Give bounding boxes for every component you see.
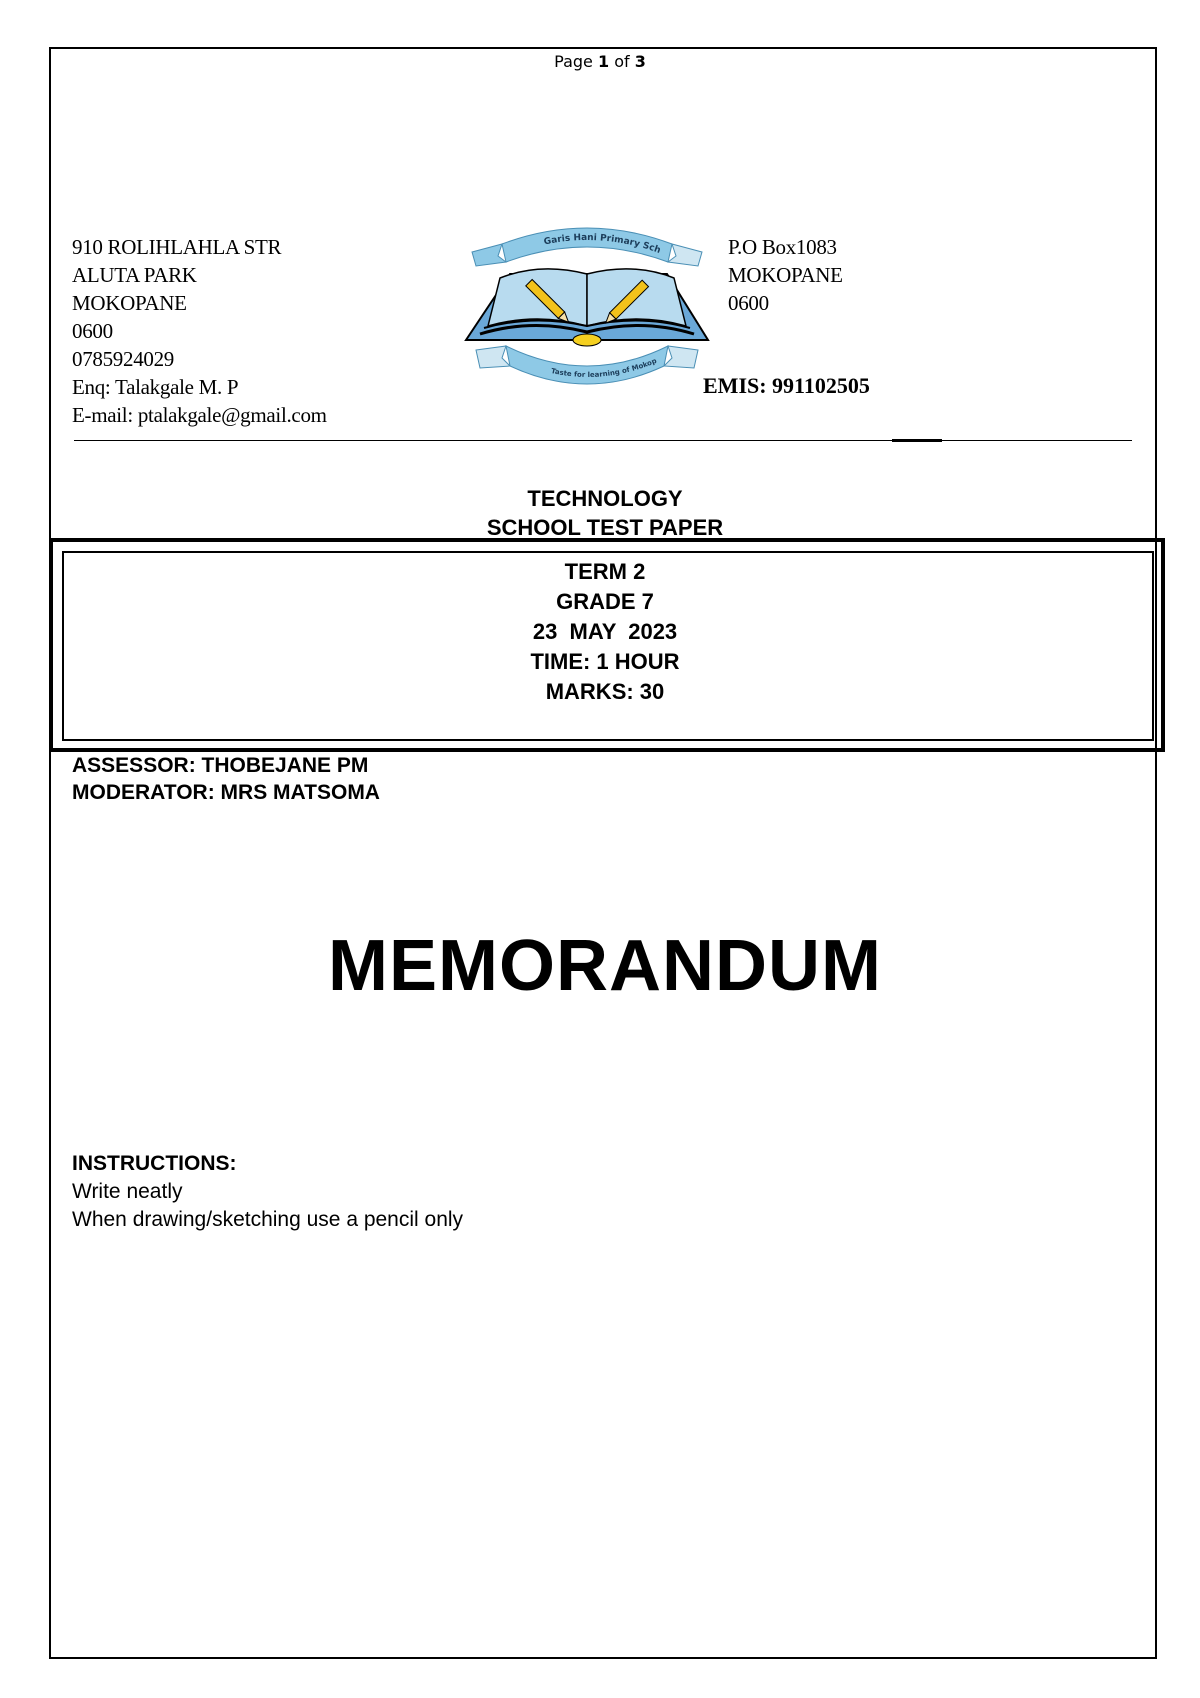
test-marks: MARKS: 30 (545, 679, 665, 704)
instructions-heading: INSTRUCTIONS: (72, 1152, 237, 1175)
page-of: of (614, 52, 630, 71)
term-label: TERM 2 (564, 559, 646, 584)
instructions (72, 1150, 463, 1234)
address-enquiries: Enq: Talakgale M. P (72, 375, 239, 399)
address-street: 910 ROLIHLAHLA STR (72, 235, 282, 259)
address-email: E-mail: ptalakgale@gmail.com (72, 403, 327, 427)
address-suburb: ALUTA PARK (72, 263, 197, 287)
page-number (0, 52, 1200, 71)
test-time: TIME: 1 HOUR (530, 649, 680, 674)
page-total: 3 (634, 52, 646, 71)
test-date: 23 MAY 2023 (532, 619, 678, 644)
grade-label: GRADE 7 (556, 589, 654, 614)
address-phone: 0785924029 (72, 347, 175, 371)
moderator: MODERATOR: MRS MATSOMA (72, 781, 380, 804)
address-code: 0600 (72, 319, 113, 343)
logo-bottom-banner-text: Taste for learning of Mokop (550, 356, 658, 380)
school-address-left (72, 233, 327, 429)
paper-type: SCHOOL TEST PAPER (486, 515, 724, 540)
postal-box: P.O Box1083 (728, 235, 837, 259)
instruction-item: When drawing/sketching use a pencil only (72, 1208, 464, 1231)
logo-top-banner-text: Garis Hani Primary Sch (543, 232, 662, 256)
instruction-item: Write neatly (72, 1180, 183, 1203)
postal-code: 0600 (728, 291, 769, 315)
page-current: 1 (597, 52, 610, 71)
subject-name: TECHNOLOGY (527, 486, 683, 511)
assessor: ASSESSOR: THOBEJANE PM (72, 754, 369, 777)
school-logo (462, 222, 712, 402)
emis-number: EMIS: 991102505 (703, 373, 870, 398)
staff-block (72, 752, 380, 806)
address-town: MOKOPANE (72, 291, 187, 315)
postal-town: MOKOPANE (728, 263, 843, 287)
header-divider-accent (892, 439, 942, 442)
subject-heading (0, 484, 1200, 542)
header-divider (74, 440, 1132, 441)
school-address-right (728, 233, 843, 317)
document-title: MEMORANDUM (328, 926, 882, 1006)
page-label: Page (554, 52, 593, 71)
test-details (0, 557, 1200, 707)
